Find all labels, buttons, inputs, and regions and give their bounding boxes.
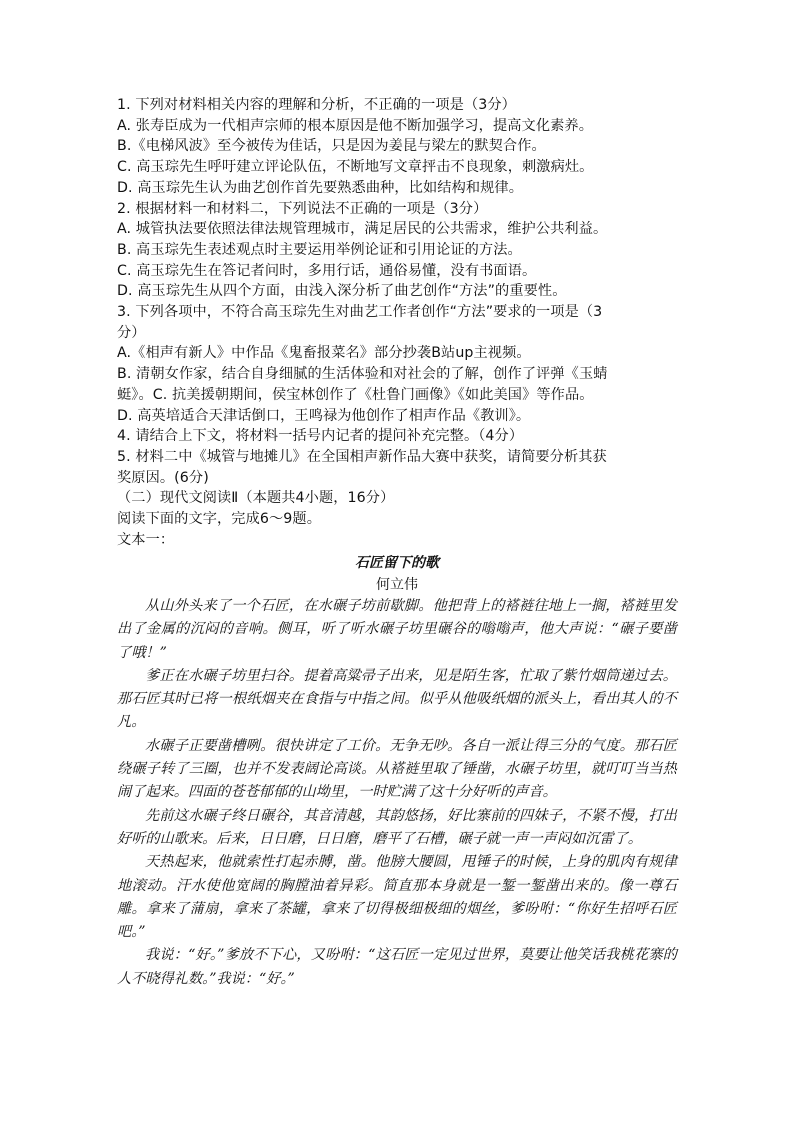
question-line: D. 高玉琮先生从四个方面，由浅入深分析了曲艺创作“方法”的重要性。 [117,283,567,300]
question-line: A. 张寿臣成为一代相声宗师的根本原因是他不断加强学习，提高文化素养。 [117,117,593,134]
question-line: B.《电梯风波》至今被传为佳话，只是因为姜昆与梁左的默契合作。 [117,138,546,155]
question-line: A. 城管执法要依照法律法规管理城市，满足居民的公共需求，维护公共利益。 [117,221,608,238]
passage-paragraph: 天热起来，他就索性打起赤膊，凿。他膀大腰圆，甩锤子的时候，上身的肌肉有规律地滚动。汗水使他宽阔的胸膛油着异彩。简直那本身就是一錾一錾凿出来的。像一尊石雕。拿来了蒲扇，拿来了茶罐，拿来了切得极细极细的烟丝，爹吩咐：“你好生招呼石匠吧。” [117,854,677,941]
question-line: 阅读下面的文字，完成6～9题。 [117,511,321,528]
passage-paragraph: 先前这水碾子终日碾谷，其音清越，其韵悠扬，好比寨前的四妹子，不紧不慢，打出好听的山歌来。后来，日日磨，日日磨，磨平了石槽，碾子就一声一声闷如沉雷了。 [117,807,677,847]
question-line: C. 高玉琮先生呼吁建立评论队伍，不断地写文章抨击不良现象，刺激病灶。 [117,159,594,176]
question-line: 1. 下列对材料相关内容的理解和分析，不正确的一项是（3分） [117,97,516,113]
question-line: A.《相声有新人》中作品《鬼畜报菜名》部分抄袭B站up主视频。 [117,345,531,362]
question-line: 文本一： [117,531,175,548]
passage-author: 何立伟 [376,577,418,593]
passage-paragraph: 从山外头来了一个石匠，在水碾子坊前歇脚。他把背上的褡裢往地上一搁，褡裢里发出了金属的沉闷的音响。侧耳，听了听水碾子坊里碾谷的嗡嗡声，他大声说：“碾子要凿了哦！” [117,598,677,661]
question-line: 3. 下列各项中，不符合高玉琮先生对曲艺工作者创作“方法”要求的一项是（3 [117,304,603,321]
question-line: D. 高英培适合天津话倒口，王鸣禄为他创作了相声作品《教训》。 [117,407,531,424]
questions-section [117,95,677,550]
passage-body [117,595,677,991]
question-line: B. 高玉琮先生表述观点时主要运用举例论证和引用论证的方法。 [117,241,522,258]
question-line: 5. 材料二中《城管与地摊儿》在全国相声新作品大赛中获奖，请简要分析其获 [117,448,607,465]
question-line: D. 高玉琮先生认为曲艺创作首先要熟悉曲种，比如结构和规律。 [117,179,524,196]
passage-paragraph: 我说：“好。”爹放不下心，又吩咐：“这石匠一定见过世界，莫要让他笑话我桃花寨的人不晓得礼数。”我说：“好。” [117,947,677,987]
question-line: 4. 请结合上下文，将材料一括号内记者的提问补充完整。（4分） [117,428,524,445]
passage-title: 石匠留下的歌 [355,555,439,571]
question-line: （二）现代文阅读Ⅱ（本题共4小题，16分） [117,490,395,507]
reading-passage [117,553,677,991]
passage-paragraph: 爹正在水碾子坊里扫谷。提着高粱帚子出来，见是陌生客，忙取了紫竹烟筒递过去。那石匠其时已将一根纸烟夹在食指与中指之间。似乎从他吸纸烟的派头上，看出其人的不凡。 [117,667,677,731]
passage-paragraph: 水碾子正要凿槽咧。很快讲定了工价。无争无吵。各自一派让得三分的气度。那石匠绕碾子转了三圈，也并不发表阔论高谈。从褡裢里取了锤凿，水碾子坊里，就叮叮当当热闹了起来。四面的苍苍郁郁的山坳里，一时贮满了这十分好听的声音。 [117,737,677,801]
question-line: 2. 根据材料一和材料二，下列说法不正确的一项是（3分） [117,200,488,217]
question-line: 分） [117,324,146,341]
question-line: 奖原因。(6分) [117,469,209,486]
question-line: B. 清朝女作家，结合自身细腻的生活体验和对社会的了解，创作了评弹《玉蜻 [117,366,608,383]
question-line: C. 高玉琮先生在答记者问时，多用行话，通俗易懂，没有书面语。 [117,262,537,279]
question-line: 蜓》。C. 抗美援朝期间，侯宝林创作了《杜鲁门画像》《如此美国》等作品。 [117,386,594,403]
